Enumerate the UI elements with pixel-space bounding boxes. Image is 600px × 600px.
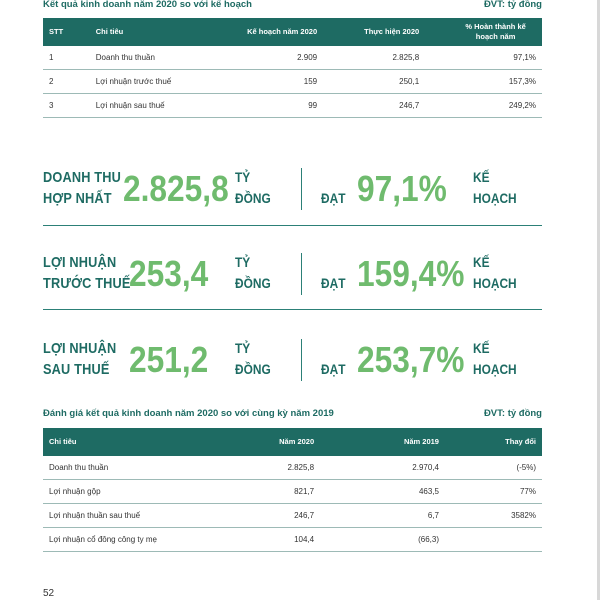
plan-cell-actual: 246,7 [323,94,425,118]
plan-header-indicator: Chỉ tiêu [90,18,218,46]
plan-section-unit: ĐVT: tỷ đồng [483,0,542,10]
kpi-label-line2: TRƯỚC THUẾ [43,275,131,292]
yoy-cell-2019: 463,5 [320,480,445,504]
kpi-unit-line2: ĐỒNG [235,275,271,291]
kpi-unit-line2: ĐỒNG [235,361,271,377]
plan-header-stt: STT [43,18,90,46]
kpi-label-line2: SAU THUẾ [43,361,110,378]
yoy-cell-2020: 246,7 [223,504,320,528]
kpi-revenue-dat: ĐẠT [321,190,346,206]
page-number: 52 [43,588,55,599]
kpi-profit-after-tax [43,336,542,396]
kpi-revenue-percent: 97,1% [357,168,447,209]
table-row [43,94,542,118]
yoy-table-header [43,428,542,456]
kpi-revenue-unit [235,167,271,209]
yoy-cell-2019: (66,3) [320,528,445,552]
kpi-pbt-label [43,252,131,294]
yoy-cell-indicator: Lợi nhuận gộp [43,480,223,504]
plan-table-header [43,18,542,46]
kpi-pbt-percent: 159,4% [357,253,465,294]
kpi-pat-dat: ĐẠT [321,361,346,377]
yoy-cell-2020: 104,4 [223,528,320,552]
plan-cell-plan: 99 [217,94,323,118]
kpi-revenue-value: 2.825,8 [123,168,229,209]
yoy-section-title: Đánh giá kết quả kinh doanh năm 2020 so với cùng kỳ năm 2019 [43,408,334,419]
kpi-pbt-dat: ĐẠT [321,275,346,291]
yoy-cell-change: (-5%) [445,456,542,480]
yoy-cell-2020: 821,7 [223,480,320,504]
kpi-pbt-unit [235,252,271,294]
kpi-pat-percent: 253,7% [357,339,465,380]
plan-cell-indicator: Lợi nhuận trước thuế [90,70,218,94]
kpi-pat-label [43,338,116,380]
plan-cell-stt: 2 [43,70,90,94]
kpi-divider [301,339,302,381]
kpi-plan-line1: KẾ [473,254,490,270]
plan-section-title: Kết quả kinh doanh năm 2020 so với kế hoạch [43,0,252,10]
plan-cell-indicator: Lợi nhuận sau thuế [90,94,218,118]
plan-header-plan: Kế hoạch năm 2020 [217,18,323,46]
kpi-divider [301,253,302,295]
kpi-revenue [43,165,542,225]
plan-cell-stt: 3 [43,94,90,118]
yoy-header-2019: Năm 2019 [320,428,445,456]
kpi-divider [301,168,302,210]
plan-cell-actual: 2.825,8 [323,46,425,70]
plan-header-actual: Thực hiện 2020 [323,18,425,46]
yoy-cell-indicator: Lợi nhuận thuần sau thuế [43,504,223,528]
kpi-profit-before-tax [43,250,542,310]
plan-cell-percent: 157,3% [425,70,542,94]
kpi-unit-line1: TỶ [235,169,251,185]
table-row [43,504,542,528]
kpi-label-line1: LỢI NHUẬN [43,254,117,271]
kpi-label-line1: DOANH THU [43,169,122,186]
plan-cell-actual: 250,1 [323,70,425,94]
kpi-pat-value: 251,2 [129,339,209,380]
kpi-unit-line1: TỶ [235,340,251,356]
table-row [43,528,542,552]
table-row [43,46,542,70]
plan-cell-indicator: Doanh thu thuần [90,46,218,70]
kpi-rule [43,309,542,310]
plan-cell-percent: 97,1% [425,46,542,70]
yoy-table [43,428,542,552]
kpi-plan-line2: HOẠCH [473,361,517,377]
yoy-cell-change: 3582% [445,504,542,528]
kpi-pbt-value: 253,4 [129,253,209,294]
plan-cell-stt: 1 [43,46,90,70]
kpi-pat-unit [235,338,271,380]
yoy-cell-indicator: Lợi nhuận cổ đông công ty mẹ [43,528,223,552]
plan-cell-percent: 249,2% [425,94,542,118]
kpi-plan-line2: HOẠCH [473,275,517,291]
kpi-unit-line1: TỶ [235,254,251,270]
plan-header-percent: % Hoàn thành kế hoạch năm [425,18,542,46]
plan-cell-plan: 2.909 [217,46,323,70]
kpi-revenue-label [43,167,121,209]
kpi-rule [43,225,542,226]
yoy-cell-change [445,528,542,552]
yoy-header-change: Thay đổi [445,428,542,456]
table-row [43,456,542,480]
yoy-cell-2019: 6,7 [320,504,445,528]
kpi-unit-line2: ĐỒNG [235,190,271,206]
yoy-cell-2020: 2.825,8 [223,456,320,480]
kpi-pbt-plan [473,252,517,294]
kpi-plan-line1: KẾ [473,169,490,185]
table-row [43,70,542,94]
yoy-cell-2019: 2.970,4 [320,456,445,480]
kpi-label-line1: LỢI NHUẬN [43,340,117,357]
plan-cell-plan: 159 [217,70,323,94]
yoy-cell-indicator: Doanh thu thuần [43,456,223,480]
yoy-section-unit: ĐVT: tỷ đồng [483,408,542,419]
kpi-plan-line2: HOẠCH [473,190,517,206]
kpi-label-line2: HỢP NHẤT [43,190,112,207]
kpi-plan-line1: KẾ [473,340,490,356]
yoy-cell-change: 77% [445,480,542,504]
plan-table [43,18,542,118]
kpi-pat-plan [473,338,517,380]
kpi-revenue-plan [473,167,517,209]
table-row [43,480,542,504]
yoy-header-2020: Năm 2020 [223,428,320,456]
yoy-header-indicator: Chỉ tiêu [43,428,223,456]
